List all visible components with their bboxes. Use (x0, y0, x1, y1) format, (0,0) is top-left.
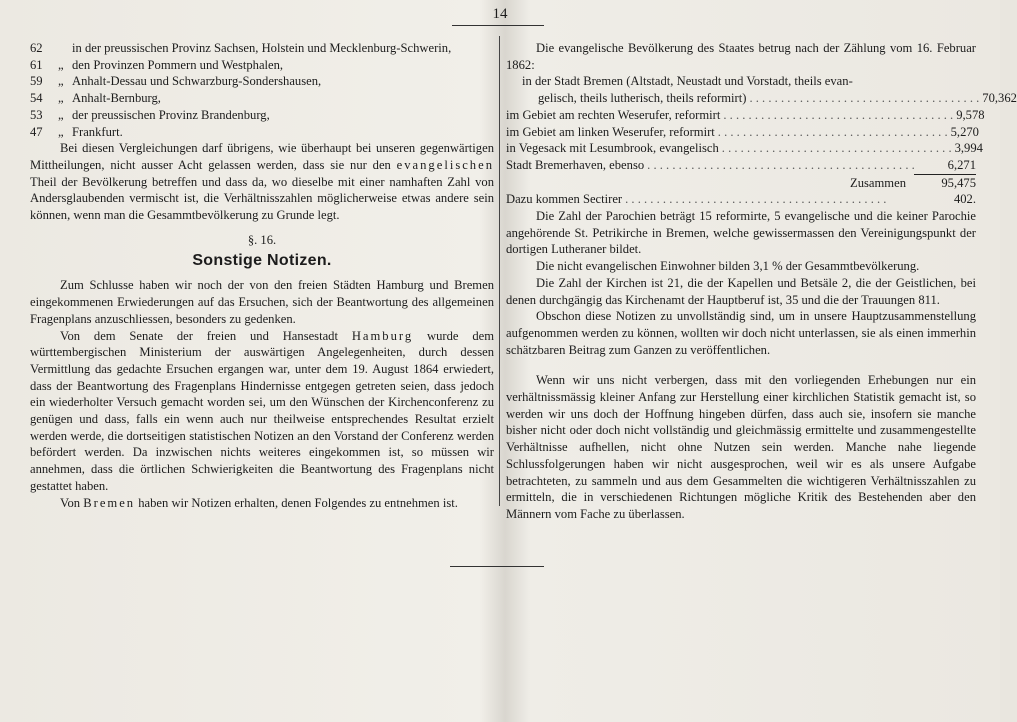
list-item: 62 in der preussischen Provinz Sachsen, Holstein und Mecklenburg-Schwerin, (30, 41, 452, 55)
paragraph-hamburg: Von dem Senate der freien und Hansestadt Hamburg wurde dem württembergischen Ministerium der auswärtigen Angelegenheiten, durch dessen Vermittlung das gedachte Ersuchen ergangen war, unter dem 19. August 1864 erwiedert, dass der Beantwortung des Fragenplans Hindernisse entgegen getreten seien, dass jedoch ein wiederholter Versuch gemacht worden sei, um den Wünschen der Kirchenconferenz zu genügen und dass, falls ein wenn auch nur theilweise entsprechendes Resultat erzielt werden werde, die dortseitigen statistischen Notizen an den Vorstand der Conferenz werden befördert werden. Da inzwischen nichts weiteres eingekommen ist, so müssen wir annehmen, dass die örtlichen Schwierigkeiten die Beantwortung des Fragenplans nicht gestattet haben. (30, 328, 494, 493)
section-title: Sonstige Notizen. (192, 252, 332, 270)
table-row: gelisch, theils lutherisch, theils reformirt) . . . . . . . . . . . . . . . . . . . . . . . . . . . . . . . . . . . . . 70,362 (538, 91, 1017, 106)
table-row: in Vegesack mit Lesumbrook, evangelisch . . . . . . . . . . . . . . . . . . . . . . . . . . . . . . . . . . . . . 3,994 (506, 141, 983, 156)
page-number-rule (452, 25, 544, 26)
paragraph-conclusion: Wenn wir uns nicht verbergen, dass mit den vorliegenden Erhebungen nur ein verhältnissmässig kleiner Anfang zur Herstellung einer kirchlichen Statistik gemacht ist, so werden wir uns doch der Hoffnung hingeben dürfen, dass auch sie, insofern sie manche bisher nicht oder doch nicht vollständig und gleichmässig ermittelte und zusammengestellte Verhältnisse aufhellen, nicht ohne Nutzen sein werden. Manche nahe liegende Schlussfolgerungen haben wir nicht ausgesprochen, weil wir es als unsere Aufgabe betrachteten, zu sammeln und aus dem Gesammelten die wichtigeren Verhältnisszahlen zu ermitteln, die in verschiedenen Richtungen mögliche Kritik des Bestehenden aber den Männern vom Fache zu überlassen. (506, 373, 976, 521)
end-rule (450, 566, 544, 567)
paragraph-non-evangelical: Die nicht evangelischen Einwohner bilden 3,1 % der Gesammtbevölkerung. (536, 259, 920, 274)
right-column (506, 40, 1017, 523)
list-item: 47 „ Frankfurt. (30, 124, 123, 139)
paragraph-parochien: Die Zahl der Parochien beträgt 15 reformirte, 5 evangelische und die keiner Parochie angehörende St. Petrikirche in Bremen, welche gewissermassen den Vereinigungspunkt der dortigen Lutheraner bildet. (506, 209, 976, 257)
list-item: 59 „ Anhalt-Dessau und Schwarzburg-Sondershausen, (30, 74, 322, 89)
list-item: 53 „ der preussischen Provinz Brandenburg, (30, 107, 270, 122)
table-row-sectirer: Dazu kommen Sectirer . . . . . . . . . . . . . . . . . . . . . . . . . . . . . . . . . . . . . . . . . . 402. (506, 192, 976, 207)
section-number: §. 16. (247, 232, 277, 247)
table-row-total: Zusammen 95,475 (850, 175, 976, 190)
table-row: Stadt Bremerhaven, ebenso . . . . . . . . . . . . . . . . . . . . . . . . . . . . . . . . . . . . . . . . . . . 6,271 (506, 157, 976, 172)
population-table (506, 73, 1017, 208)
paragraph-churches: Die Zahl der Kirchen ist 21, die der Kapellen und Betsäle 2, die der Geistlichen, bei denen durchgängig das Kirchenamt der Hauptberuf ist, 35 und die der Trauungen 811. (506, 275, 976, 307)
column-divider (499, 36, 500, 506)
list-item: 54 „ Anhalt-Bernburg, (30, 91, 161, 106)
left-column (30, 40, 494, 511)
paragraph-hamburg-bremen: Zum Schlusse haben wir noch der von den freien Städten Hamburg und Bremen eingekommenen Erwiederungen auf das Ersuchen, sich der Beantwortung des allgemeinen Fragenplans anzuschliessen, besonders zu gedenken. (30, 278, 494, 326)
paragraph-bremen: Von Bremen haben wir Notizen erhalten, denen Folgendes zu entnehmen ist. (60, 495, 458, 510)
page-number: 14 (492, 6, 508, 22)
ranking-list (30, 40, 494, 140)
population-intro: Die evangelische Bevölkerung des Staates betrug nach der Zählung vom 16. Februar 1862: (506, 41, 976, 72)
table-row: in der Stadt Bremen (Altstadt, Neustadt und Vorstadt, theils evan- (522, 74, 853, 89)
list-item: 61 „ den Provinzen Pommern und Westphalen, (30, 57, 284, 72)
paragraph-incomplete-notes: Obschon diese Notizen zu unvollständig sind, um in unsere Hauptzusammenstellung aufgenommen werden zu können, wollten wir doch nicht unterlassen, sie als einen immerhin schätzbaren Beitrag zum Ganzen zu veröffentlichen. (506, 309, 976, 357)
table-row: im Gebiet am rechten Weserufer, reformirt . . . . . . . . . . . . . . . . . . . . . . . . . . . . . . . . . . . . . 9,578 (506, 107, 985, 122)
paragraph-comparisons: Bei diesen Vergleichungen darf übrigens, wie überhaupt bei unseren gegenwärtigen Mittheilungen, nicht ausser Acht gelassen werden, dass sie nur den evangelischen Theil der Bevölkerung betreffen und dass da, wo dieselbe mit einer namhaften Zahl von Andersglaubenden vermischt ist, die Verhältnisszahlen möglicherweise etwas andere sein können, wenn man die Gesammtbevölkerung zu Grunde legt. (30, 141, 494, 223)
table-row: im Gebiet am linken Weserufer, reformirt . . . . . . . . . . . . . . . . . . . . . . . . . . . . . . . . . . . . . 5,270 (506, 124, 979, 139)
